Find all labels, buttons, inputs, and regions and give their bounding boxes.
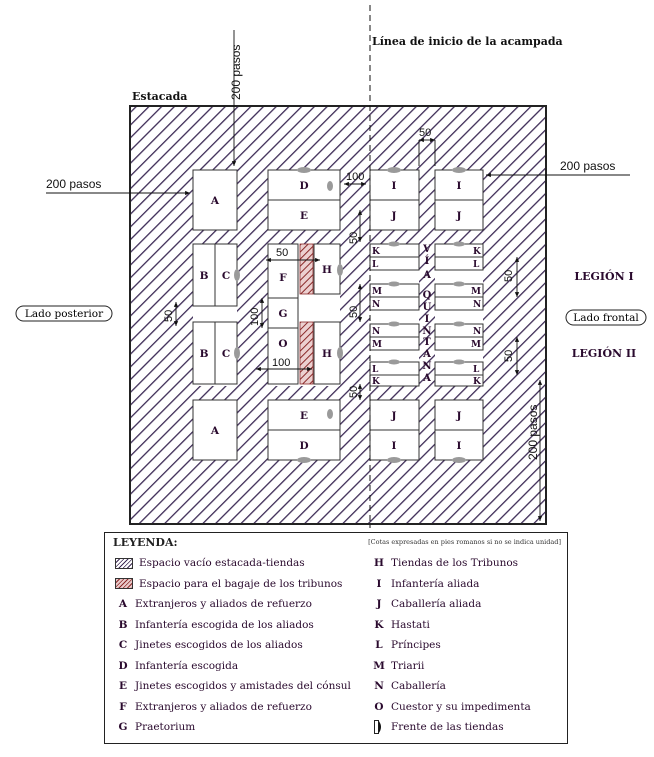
dim-50-left: 50 — [163, 309, 175, 322]
svg-text:J: J — [391, 210, 397, 222]
via-letter: U — [422, 302, 432, 313]
legend-text: Espacio vacío estacada-tiendas — [139, 557, 305, 569]
legend-text: Extranjeros y aliados de refuerzo — [135, 700, 312, 713]
via-letter: N — [422, 326, 432, 337]
dim-50-via-2: 50 — [348, 305, 360, 318]
legend-key: A — [118, 598, 128, 610]
dim-100-top: 100 — [346, 171, 365, 183]
legend-text: Frente de las tiendas — [391, 721, 504, 733]
legend-title: LEYENDA: — [113, 536, 178, 549]
legend-key: G — [118, 721, 128, 733]
legend-text: Caballería — [391, 680, 446, 692]
svg-text:J: J — [456, 410, 462, 422]
legend-item — [111, 596, 312, 612]
legend-item — [111, 637, 303, 653]
svg-text:K: K — [473, 247, 481, 257]
legend-key: C — [118, 639, 128, 651]
legend-text: Tiendas de los Tribunos — [391, 557, 519, 569]
svg-text:N: N — [372, 327, 381, 337]
via-letter: A — [423, 373, 431, 384]
steps-top-label: 200 pasos — [229, 44, 243, 100]
legend-key: I — [376, 577, 382, 590]
svg-text:H: H — [322, 348, 332, 360]
svg-text:I: I — [391, 180, 397, 192]
legend-item — [111, 719, 195, 735]
bagaje-swatch — [115, 578, 133, 589]
svg-text:I: I — [456, 440, 462, 452]
legend-item — [367, 555, 518, 571]
svg-text:M: M — [471, 287, 481, 297]
svg-text:E: E — [299, 410, 309, 422]
steps-left-label: 200 pasos — [46, 177, 102, 191]
legend-key: F — [119, 700, 127, 713]
svg-text:F: F — [279, 272, 287, 284]
legend-key: D — [118, 659, 128, 672]
via-letter: A — [423, 349, 431, 360]
svg-text:M: M — [372, 340, 382, 350]
legend-key: B — [118, 618, 128, 631]
legend-text: Infantería escogida de los aliados — [135, 618, 314, 631]
legend-item — [111, 699, 312, 715]
legion-2-label: LEGIÓN II — [571, 347, 637, 360]
legend-key: M — [373, 659, 385, 672]
dim-50-f: 50 — [276, 247, 289, 259]
svg-text:L: L — [473, 260, 480, 270]
via-letter: V — [423, 244, 431, 255]
svg-text:I: I — [391, 440, 397, 452]
svg-text:L: L — [372, 365, 379, 375]
svg-text:D: D — [299, 440, 309, 452]
svg-text:G: G — [278, 308, 288, 320]
legend-item — [367, 678, 446, 694]
via-letter: Í — [424, 256, 430, 267]
legend-text: Praetorium — [135, 721, 196, 733]
legend-text: Príncipes — [391, 639, 441, 651]
legend-item — [367, 596, 481, 612]
legend-item — [367, 699, 531, 715]
svg-text:A: A — [210, 425, 220, 437]
legend-key: K — [374, 618, 384, 631]
via-letter: A — [423, 270, 431, 281]
legend-key: L — [375, 639, 383, 651]
legend-text: Jinetes escogidos de los aliados — [135, 639, 303, 651]
legend-item — [367, 617, 430, 633]
svg-text:L: L — [473, 365, 480, 375]
legend-text: Jinetes escogidos y amistades del cónsul — [135, 680, 351, 692]
legend-key: J — [376, 598, 382, 610]
dim-50-via-1: 50 — [348, 231, 360, 244]
legend-text: Infantería escogida — [135, 659, 239, 672]
svg-text:B: B — [199, 270, 209, 282]
svg-text:K: K — [473, 377, 481, 387]
svg-text:D: D — [299, 180, 309, 192]
svg-text:M: M — [372, 287, 382, 297]
steps-right-label: 200 pasos — [560, 159, 616, 173]
legend-text: Cuestor y su impedimenta — [391, 700, 531, 713]
bagaje-strip-top — [300, 244, 313, 294]
svg-text:M: M — [471, 340, 481, 350]
dim-50-top: 50 — [419, 127, 432, 139]
svg-text:E: E — [299, 210, 309, 222]
legend-text: Caballería aliada — [391, 598, 482, 610]
legend — [104, 532, 568, 744]
svg-text:N: N — [473, 300, 482, 310]
start-line-title: Línea de inicio de la acampada — [372, 35, 563, 48]
via-letter: I — [424, 314, 430, 325]
legend-item — [367, 719, 504, 735]
front-side-label: Lado frontal — [573, 312, 639, 324]
svg-text:O: O — [278, 338, 288, 350]
dim-100-bottom: 100 — [272, 357, 291, 369]
legend-text: Infantería aliada — [391, 577, 480, 590]
svg-text:C: C — [221, 348, 231, 360]
dim-100-left: 100 — [249, 307, 261, 326]
legend-key: O — [374, 700, 384, 713]
svg-text:I: I — [456, 180, 462, 192]
svg-text:N: N — [473, 327, 482, 337]
via-letter: N — [422, 361, 432, 372]
legend-text: Triarii — [391, 659, 425, 672]
legend-key: H — [374, 557, 384, 569]
svg-text:A: A — [210, 195, 220, 207]
legend-item — [367, 637, 441, 653]
legend-item — [111, 678, 351, 694]
hatch-swatch — [115, 558, 133, 569]
svg-text:C: C — [221, 270, 231, 282]
legend-item — [111, 555, 305, 571]
via-letter: T — [423, 337, 431, 348]
legion-1-label: LEGIÓN I — [574, 270, 634, 283]
legend-item — [111, 576, 342, 592]
svg-text:J: J — [456, 210, 462, 222]
legend-item — [367, 576, 479, 592]
legend-text: Espacio para el bagaje de los tribunos — [139, 577, 343, 590]
legend-key: N — [374, 680, 384, 692]
estacada-label: Estacada — [132, 90, 188, 103]
svg-text:N: N — [372, 300, 381, 310]
svg-text:K: K — [372, 377, 380, 387]
legend-item — [111, 658, 238, 674]
legend-key: E — [118, 680, 127, 692]
svg-text:J: J — [391, 410, 397, 422]
via-letter: Q — [422, 290, 432, 301]
steps-bottom-label: 200 pasos — [526, 404, 540, 460]
svg-text:L: L — [372, 260, 379, 270]
legend-note: [Cotas expresadas en pies romanos si no se indica unidad] — [368, 538, 561, 546]
svg-text:K: K — [372, 247, 380, 257]
svg-text:B: B — [199, 348, 209, 360]
legend-text: Hastati — [391, 618, 430, 631]
bagaje-strip-bottom — [300, 322, 313, 384]
legend-text: Extranjeros y aliados de refuerzo — [135, 598, 312, 610]
svg-text:H: H — [322, 264, 332, 276]
dim-50-via-3: 50 — [348, 385, 360, 398]
dim-50-right-2: 50 — [503, 349, 515, 362]
legend-item — [367, 658, 424, 674]
dim-50-right-1: 50 — [503, 269, 515, 282]
legend-item — [111, 617, 314, 633]
tent-front-icon — [367, 720, 391, 734]
rear-side-label: Lado posterior — [24, 308, 104, 320]
